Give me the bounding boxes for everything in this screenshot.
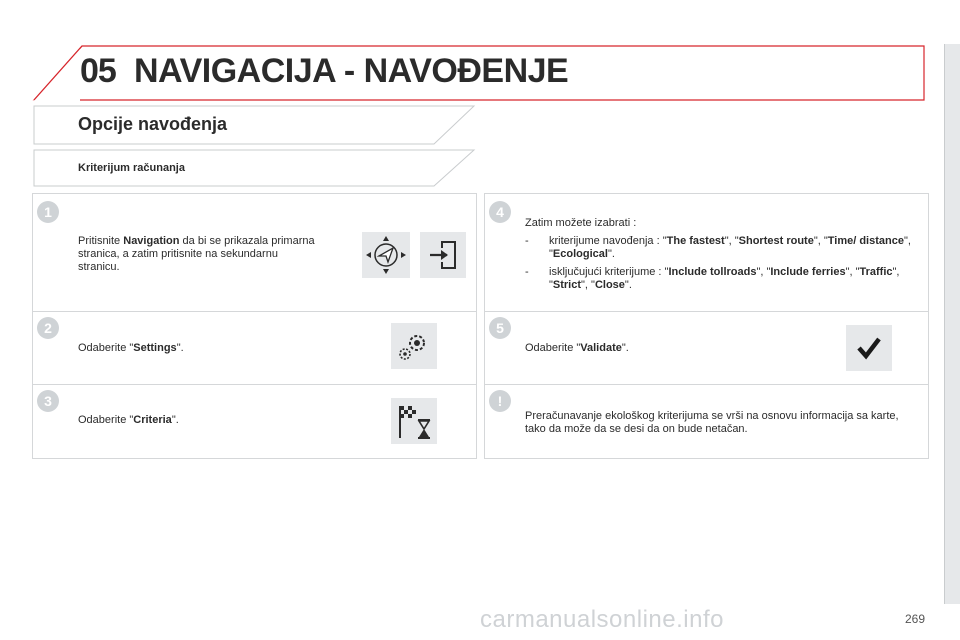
step-badge-4: 4 [489, 201, 511, 223]
step-badge-2: 2 [37, 317, 59, 339]
criteria-bullet-1: - kriterijume navođenja : "The fastest", "Shortest route", "Time/ distance", "Ecological". [525, 235, 911, 260]
row-divider [484, 384, 929, 385]
step-3-text: Odaberite "Criteria". [78, 414, 179, 426]
step-badge-3: 3 [37, 390, 59, 412]
step-2-text: Odaberite "Settings". [78, 342, 184, 354]
row-divider [32, 384, 477, 385]
row-divider [32, 311, 477, 312]
exit-page-icon [420, 232, 466, 278]
step-1-text: Pritisnite Navigation da bi se prikazala primarna stranica, a zatim pritisnite na sekundarnu stranicu. [78, 235, 315, 273]
note-badge: ! [489, 390, 511, 412]
step-5-text: Odaberite "Validate". [525, 342, 629, 354]
checkmark-icon [846, 325, 892, 371]
watermark: carmanualsonline.info [480, 606, 724, 633]
step-badge-1: 1 [37, 201, 59, 223]
page-side-strip [944, 44, 960, 604]
criteria-bullet-2: - isključujući kriterijume : "Include tollroads", "Include ferries", "Traffic", "Strict", "Close". [525, 266, 900, 291]
chapter-number: 05 [80, 52, 116, 90]
navigation-compass-icon [362, 232, 410, 278]
settings-gears-icon [391, 323, 437, 369]
criteria-flag-hourglass-icon [391, 398, 437, 444]
step-badge-5: 5 [489, 317, 511, 339]
page-side-strip-edge [944, 44, 945, 604]
chapter-title: NAVIGACIJA - NAVOĐENJE [134, 52, 569, 90]
section-subtitle: Kriterijum računanja [78, 162, 185, 174]
step-4-intro: Zatim možete izabrati : [525, 217, 637, 229]
page-number: 269 [905, 612, 926, 626]
section-title: Opcije navođenja [78, 114, 228, 134]
row-divider [484, 311, 929, 312]
note-text: Preračunavanje ekološkog kriterijuma se vrši na osnovu informacija sa karte, tako da može da se desi da on bude netačan. [525, 410, 899, 435]
